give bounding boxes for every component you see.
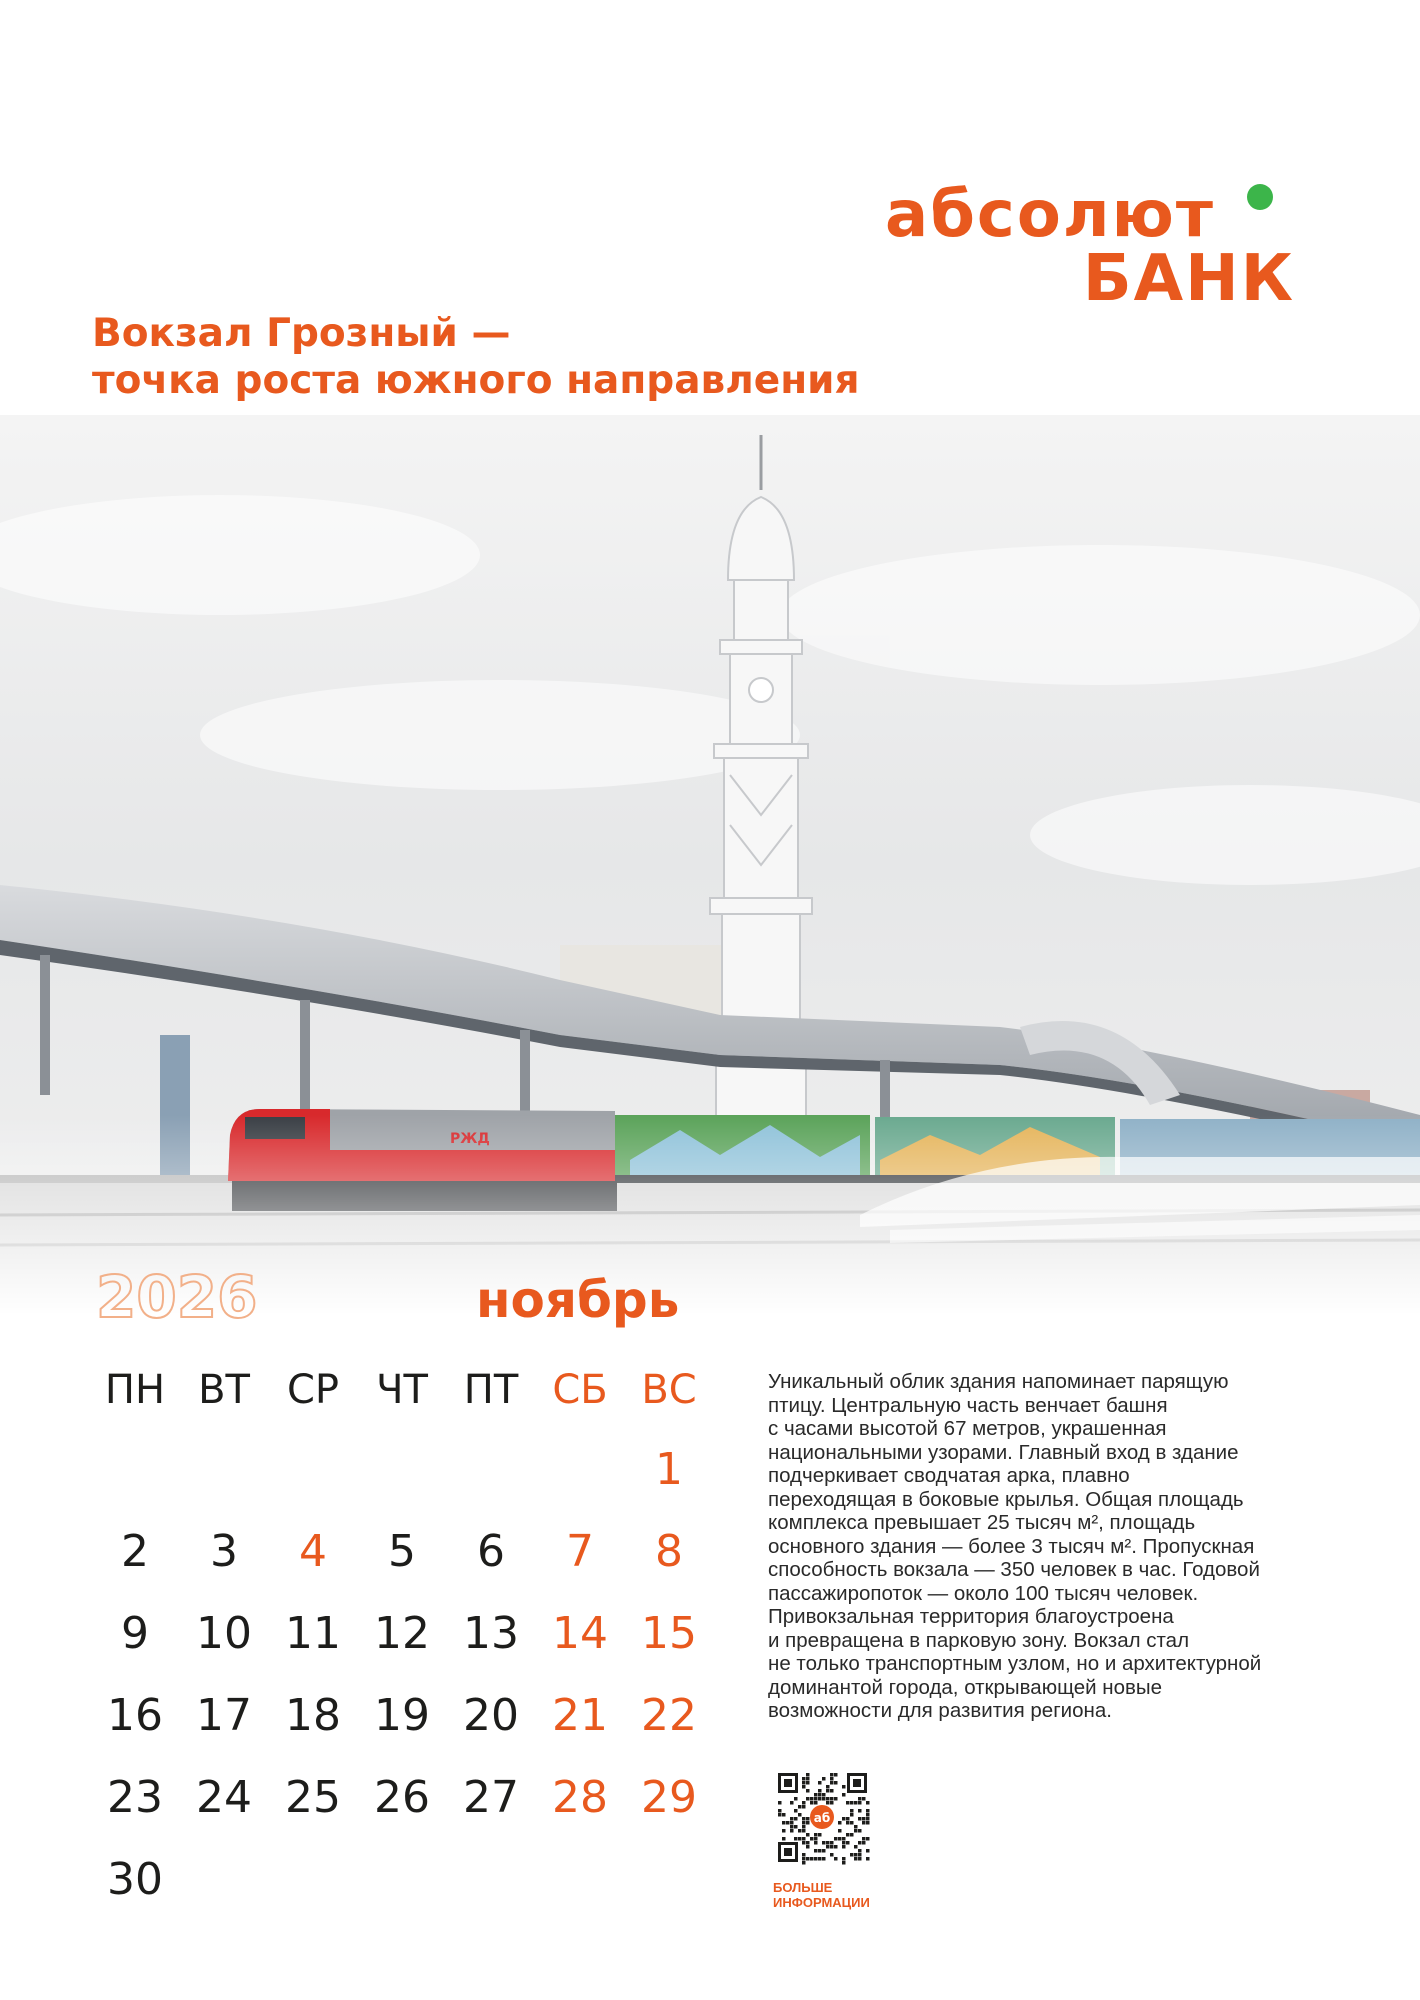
calendar-day: 6: [477, 1526, 505, 1577]
weekday-header: ЧТ: [376, 1367, 428, 1413]
title-line-2: точка роста южного направления: [92, 358, 860, 403]
calendar-day: 20: [463, 1690, 519, 1741]
calendar-day: 9: [121, 1608, 149, 1659]
calendar-day: 27: [463, 1772, 519, 1823]
description-line: пассажиропоток — около 100 тысяч человек.: [768, 1581, 1199, 1605]
calendar-day: 10: [196, 1608, 252, 1659]
qr-badge: аб: [813, 1811, 831, 1825]
calendar-year: 2026: [96, 1263, 258, 1331]
description-text: [768, 1370, 1328, 1723]
calendar-day: 16: [107, 1690, 163, 1741]
description-line: доминантой города, открывающей новые: [768, 1675, 1163, 1699]
calendar-day: 5: [388, 1526, 416, 1577]
calendar-day: 21: [552, 1690, 608, 1741]
description-line: подчеркивает сводчатая арка, плавно: [768, 1464, 1130, 1487]
description-line: Привокзальная территория благоустроена: [768, 1605, 1174, 1628]
page-title: [92, 310, 892, 404]
qr-caption: [773, 1880, 973, 1910]
station-photo: [0, 415, 1420, 1315]
description-line: способность вокзала — 350 человек в час. Годовой: [768, 1558, 1260, 1581]
weekday-header: ВТ: [198, 1367, 250, 1413]
description-line: Уникальный облик здания напоминает парящую: [768, 1370, 1229, 1393]
calendar-day: 13: [463, 1608, 519, 1659]
calendar-day: 3: [210, 1526, 238, 1577]
calendar-day: 14: [552, 1608, 608, 1659]
weekday-header: ВС: [641, 1367, 697, 1413]
calendar-day: 12: [374, 1608, 430, 1659]
calendar-day: 18: [285, 1690, 341, 1741]
calendar-day: 17: [196, 1690, 252, 1741]
calendar-day: 28: [552, 1772, 608, 1823]
calendar-day: 29: [641, 1772, 697, 1823]
weekday-header: СБ: [552, 1367, 608, 1413]
weekday-header: ПН: [104, 1367, 166, 1413]
calendar-day: 8: [655, 1526, 683, 1577]
calendar-day: 22: [641, 1690, 697, 1741]
description-line: комплекса превышает 25 тысяч м², площадь: [768, 1511, 1196, 1534]
description-line: птицу. Центральную часть венчает башня: [768, 1393, 1168, 1417]
calendar-month: ноябрь: [476, 1271, 680, 1329]
qr-caption-line2: ИНФОРМАЦИИ: [773, 1895, 870, 1910]
weekday-header: ПТ: [463, 1367, 519, 1413]
calendar-day: 30: [107, 1854, 163, 1905]
description-line: переходящая в боковые крылья. Общая площадь: [768, 1487, 1244, 1511]
weekday-header: СР: [286, 1367, 340, 1413]
calendar-day: 25: [285, 1772, 341, 1823]
calendar-day: 15: [641, 1608, 697, 1659]
calendar-day: 7: [566, 1526, 594, 1577]
bank-logo-dot: [1247, 184, 1273, 210]
bank-logo-line2: БАНК: [1082, 242, 1295, 316]
calendar-day: 1: [655, 1444, 683, 1495]
description-line: национальными узорами. Главный вход в здание: [768, 1440, 1239, 1464]
qr-code[interactable]: [770, 1765, 875, 1870]
description-line: и превращена в парковую зону. Вокзал стал: [768, 1628, 1190, 1652]
bank-logo-line1: абсолют: [885, 178, 1215, 252]
title-line-1: Вокзал Грозный —: [92, 311, 511, 356]
calendar-day: 4: [299, 1526, 327, 1577]
calendar-day: 23: [107, 1772, 163, 1823]
qr-caption-line1: БОЛЬШЕ: [773, 1880, 833, 1895]
description-line: основного здания — более 3 тысяч м². Пропускная: [768, 1534, 1255, 1558]
calendar-day: 19: [374, 1690, 430, 1741]
calendar-day: 24: [196, 1772, 252, 1823]
calendar-day: 2: [121, 1526, 149, 1577]
calendar-day: 26: [374, 1772, 430, 1823]
description-line: не только транспортным узлом, но и архитектурной: [768, 1652, 1262, 1675]
calendar-day: 11: [285, 1608, 341, 1659]
description-line: с часами высотой 67 метров, украшенная: [768, 1417, 1167, 1440]
bank-logo: [885, 180, 1295, 315]
description-line: возможности для развития региона.: [768, 1699, 1112, 1722]
